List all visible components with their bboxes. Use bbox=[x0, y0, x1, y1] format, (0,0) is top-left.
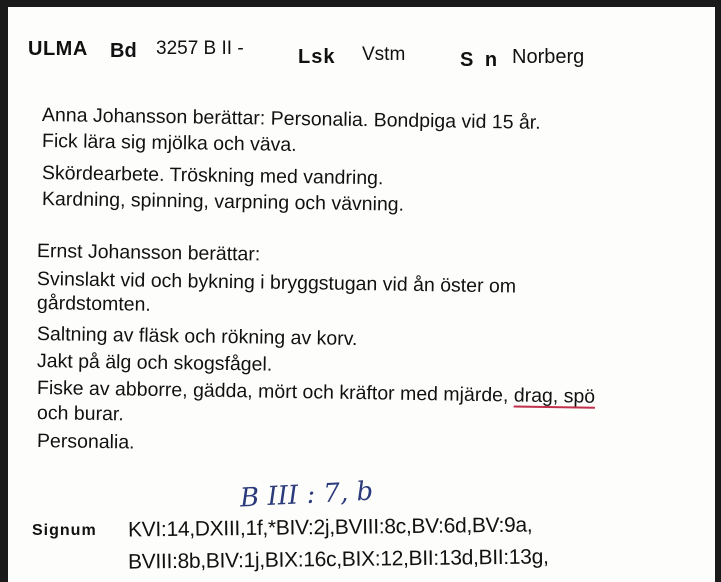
text-line: Anna Johansson berättar: Personalia. Bondpiga vid 15 år. bbox=[41, 104, 541, 134]
signum-label: Signum bbox=[32, 522, 97, 539]
text-line: Jakt på älg och skogsfågel. bbox=[36, 350, 273, 376]
card-header bbox=[0, 36, 721, 72]
sn-value: Norberg bbox=[512, 46, 585, 68]
bd-value: 3257 B II - bbox=[156, 38, 244, 59]
text-line: Saltning av fläsk och rökning av korv. bbox=[36, 323, 358, 351]
text-line: Skördearbete. Tröskning med vandring. bbox=[41, 162, 384, 190]
underlined-text: drag, spö bbox=[513, 384, 596, 408]
bd-label: Bd bbox=[110, 40, 137, 62]
archive-code: ULMA bbox=[28, 38, 88, 60]
text-line: gårdstomten. bbox=[36, 292, 151, 316]
text-line: och burar. bbox=[36, 402, 124, 426]
handwritten-note: B III : 7, b bbox=[239, 476, 374, 514]
scan-edge-top bbox=[0, 0, 721, 7]
text-line: Ernst Johansson berättar: bbox=[36, 240, 261, 266]
scan-edge-left bbox=[0, 0, 8, 582]
scan-edge-right bbox=[715, 0, 721, 582]
text-line: Personalia. bbox=[36, 430, 135, 454]
signum-line: BVIII:8b,BIV:1j,BIX:16c,BIX:12,BII:13d,BII:13g, bbox=[127, 545, 549, 574]
text-line: Kardning, spinning, varpning och vävning. bbox=[41, 188, 405, 216]
signum-line: KVI:14,DXIII,1f,*BIV:2j,BVIII:8c,BV:6d,BV:9a, bbox=[127, 513, 533, 542]
lsk-label: Lsk bbox=[298, 46, 336, 68]
text-segment: Fiske av abborre, gädda, mört och kräftor med mjärde, bbox=[36, 377, 514, 407]
lsk-value: Vstm bbox=[362, 44, 406, 65]
sn-label: S n bbox=[460, 49, 501, 71]
text-line: Fick lära sig mjölka och väva. bbox=[41, 130, 297, 156]
text-line: Svinslakt vid och bykning i bryggstugan vid ån öster om bbox=[36, 268, 517, 298]
